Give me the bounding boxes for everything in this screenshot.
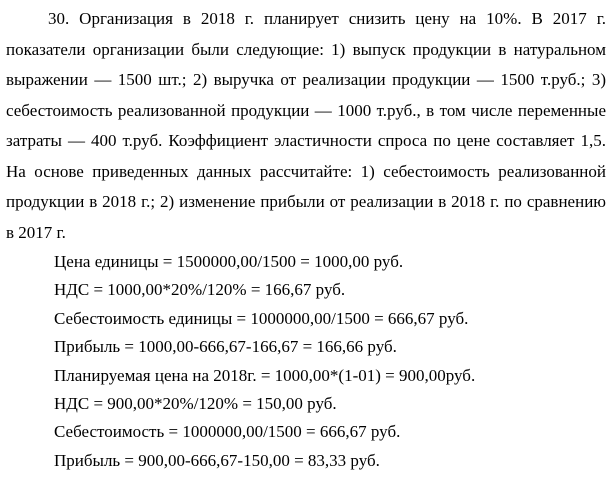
calc-line-planned-vat: НДС = 900,00*20%/120% = 150,00 руб. bbox=[54, 394, 337, 414]
calc-line-planned-profit: Прибыль = 900,00-666,67-150,00 = 83,33 руб. bbox=[54, 450, 380, 470]
document-page bbox=[6, 4, 606, 475]
calc-line-profit: Прибыль = 1000,00-666,67-166,67 = 166,66 руб. bbox=[54, 337, 397, 357]
calc-line-unit-cost: Себестоимость единицы = 1000000,00/1500 = 666,67 руб. bbox=[54, 308, 469, 328]
solution-calculations bbox=[6, 248, 606, 475]
calc-line-planned-cost: Себестоимость = 1000000,00/1500 = 666,67 руб. bbox=[54, 422, 401, 442]
calc-line-unit-price: Цена единицы = 1500000,00/1500 = 1000,00 руб. bbox=[54, 252, 404, 271]
problem-statement: 30. Организация в 2018 г. планирует снизить цену на 10%. В 2017 г. показатели организации были следующие: 1) выпуск продукции в натуральном выражении — 1500 шт.; 2) выручка от реализации продукции — 1500 т.руб.; 3) себестоимость реализованной продукции — 1000 т.руб., в том числе переменные затраты — 400 т.руб. Коэффициент эластичности спроса по цене составляет 1,5. На основе приведенных данных рассчитайте: 1) себестоимость реализованной продукции в 2018 г.; 2) изменение прибыли от реализации в 2018 г. по сравнению в 2017 г. bbox=[6, 9, 606, 242]
calc-line-vat: НДС = 1000,00*20%/120% = 166,67 руб. bbox=[54, 280, 346, 300]
calc-line-planned-price: Планируемая цена на 2018г. = 1000,00*(1-01) = 900,00руб. bbox=[54, 365, 476, 385]
